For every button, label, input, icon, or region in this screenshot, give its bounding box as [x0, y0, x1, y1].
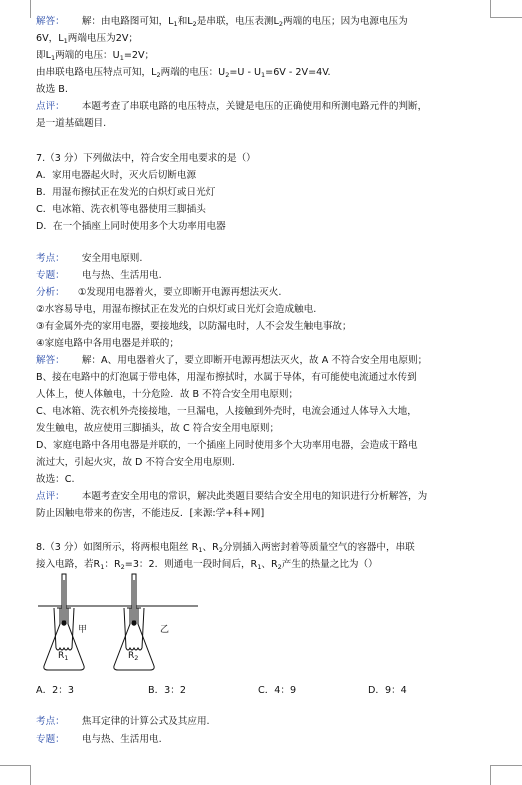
- flask-apparatus-illustration: [36, 570, 201, 680]
- q7-analysis-line-3: ③有金属外壳的家用电器，要接地线，以防漏电时，人不会发生触电事故；: [36, 321, 352, 332]
- q7-analysis-line-4: ④家庭电路中各用电器是并联的；: [36, 338, 179, 349]
- q8-stem-line-1: 8.（3 分）如图所示，将两根电阻丝 $R_1$、$R_2$分别插入两密封着等质量空气的容器中，串联: [36, 542, 415, 554]
- q7-answer-line-1: 解答： 解：A、用电器着火了，要立即断开电源再想法灭火，故 A 不符合安全用电原则；: [36, 355, 428, 366]
- q8-point: 考点： 焦耳定律的计算公式及其应用.: [36, 716, 210, 727]
- q7-option-a: A．家用电器起火时，灭火后切断电源: [36, 170, 197, 181]
- q6-answer-line-2: 6V，$L_1$两端电压为2V；: [36, 33, 138, 45]
- q7-stem: 7.（3 分）下列做法中，符合安全用电要求的是（）: [36, 153, 256, 164]
- crop-mark-top-left: [30, 0, 31, 18]
- answer-label: 解答：: [36, 16, 65, 27]
- q8-option-c: C．4：9: [258, 685, 297, 696]
- q7-option-d: D．在一个插座上同时使用多个大功率用电器: [36, 221, 226, 232]
- q7-answer-line-2: B、接在电路中的灯泡属于带电体，用湿布擦拭时，水属于导体，有可能使电流通过水传到: [36, 372, 417, 383]
- q7-answer-line-6: D、家庭电路中各用电器是并联的，一个插座上同时使用多个大功率用电器，会造成干路电: [36, 440, 418, 451]
- q7-answer-line-4: C、电冰箱、洗衣机外壳接接地，一旦漏电，人接触到外壳时，电流会通过人体导入大地，: [36, 406, 417, 417]
- q7-answer-line-7: 流过大，引起火灾，故 D 不符合安全用电原则．: [36, 457, 242, 468]
- q6-comment-line-2: 是一道基础题目.: [36, 118, 107, 129]
- q8-topic: 专题： 电与热、生活用电.: [36, 734, 162, 745]
- crop-mark-bottom-right: [490, 765, 491, 785]
- q7-answer-line-3: 人体上，使人体触电，十分危险．故 B 不符合安全用电原则；: [36, 389, 299, 400]
- q8-figure: [36, 570, 201, 680]
- q6-answer-line-1: 解答： 解：由电路图可知，$L_1$和$L_2$是串联，电压表测$L_2$两端的电压；因为电源电压为: [36, 16, 408, 28]
- q7-topic: 专题： 电与热、生活用电.: [36, 270, 162, 281]
- point-label: 考点：: [36, 253, 65, 264]
- crop-mark-top-right: [490, 0, 491, 18]
- topic-label: 专题：: [36, 734, 65, 745]
- q7-comment-line-2: 防止因触电带来的伤害，不能违反．[来源:学+科+网]: [36, 508, 265, 519]
- q7-answer-line-5: 发生触电，故应使用三脚插头，故 C 符合安全用电原则；: [36, 423, 280, 434]
- analysis-label: 分析：: [36, 287, 65, 298]
- q6-comment-line-1: 点评： 本题考查了串联电路的电压特点，关键是电压的正确使用和所测电路元件的判断，: [36, 101, 428, 112]
- q7-analysis-line-1: 分析： ①发现用电器着火，要立即断开电源再想法灭火.: [36, 287, 282, 298]
- q7-comment-line-1: 点评： 本题考查安全用电的常识，解决此类题目要结合安全用电的知识进行分析解答，为: [36, 491, 428, 502]
- q7-analysis-line-2: ②水容易导电，用湿布擦拭正在发光的白炽灯或日光灯会造成触电.: [36, 304, 317, 315]
- comment-label: 点评：: [36, 491, 65, 502]
- q6-answer-line-5: 故选 B.: [36, 84, 68, 95]
- q6-answer-line-4: 由串联电路电压特点可知，$L_2$两端的电压：$U_2=U - U_1=6V - 2V=4V$.: [36, 67, 331, 79]
- q8-option-d: D．9：4: [368, 685, 407, 696]
- q7-option-c: C．电冰箱、洗衣机等电器使用三脚插头: [36, 204, 206, 215]
- figure-label-jia: 甲: [78, 625, 88, 635]
- crop-mark-bottom-right-h: [490, 765, 522, 766]
- figure-label-r2: $R_2$: [128, 651, 139, 662]
- crop-mark-bottom-left-h: [0, 765, 31, 766]
- q8-option-b: B．3：2: [148, 685, 186, 696]
- point-label: 考点：: [36, 716, 65, 727]
- q6-answer-line-3: 即$L_1$两端的电压：$U_1=2V$；: [36, 50, 155, 62]
- figure-label-r1: $R_1$: [58, 651, 69, 662]
- figure-label-yi: 乙: [160, 625, 170, 635]
- q7-answer-line-8: 故选：C.: [36, 474, 75, 485]
- topic-label: 专题：: [36, 270, 65, 281]
- answer-label: 解答：: [36, 355, 65, 366]
- q8-stem-line-2: 接入电路，若$R_1$：$R_2=3$：2．则通电一段时间后，$R_1$、$R_2$产生的热量之比为（）: [36, 559, 378, 571]
- q7-option-b: B．用湿布擦拭正在发光的白炽灯或日光灯: [36, 187, 216, 198]
- q7-point: 考点： 安全用电原则.: [36, 253, 143, 264]
- q8-option-a: A．2：3: [36, 685, 74, 696]
- comment-label: 点评：: [36, 101, 65, 112]
- crop-mark-bottom-left: [30, 765, 31, 785]
- crop-mark-top-right-h: [490, 17, 522, 18]
